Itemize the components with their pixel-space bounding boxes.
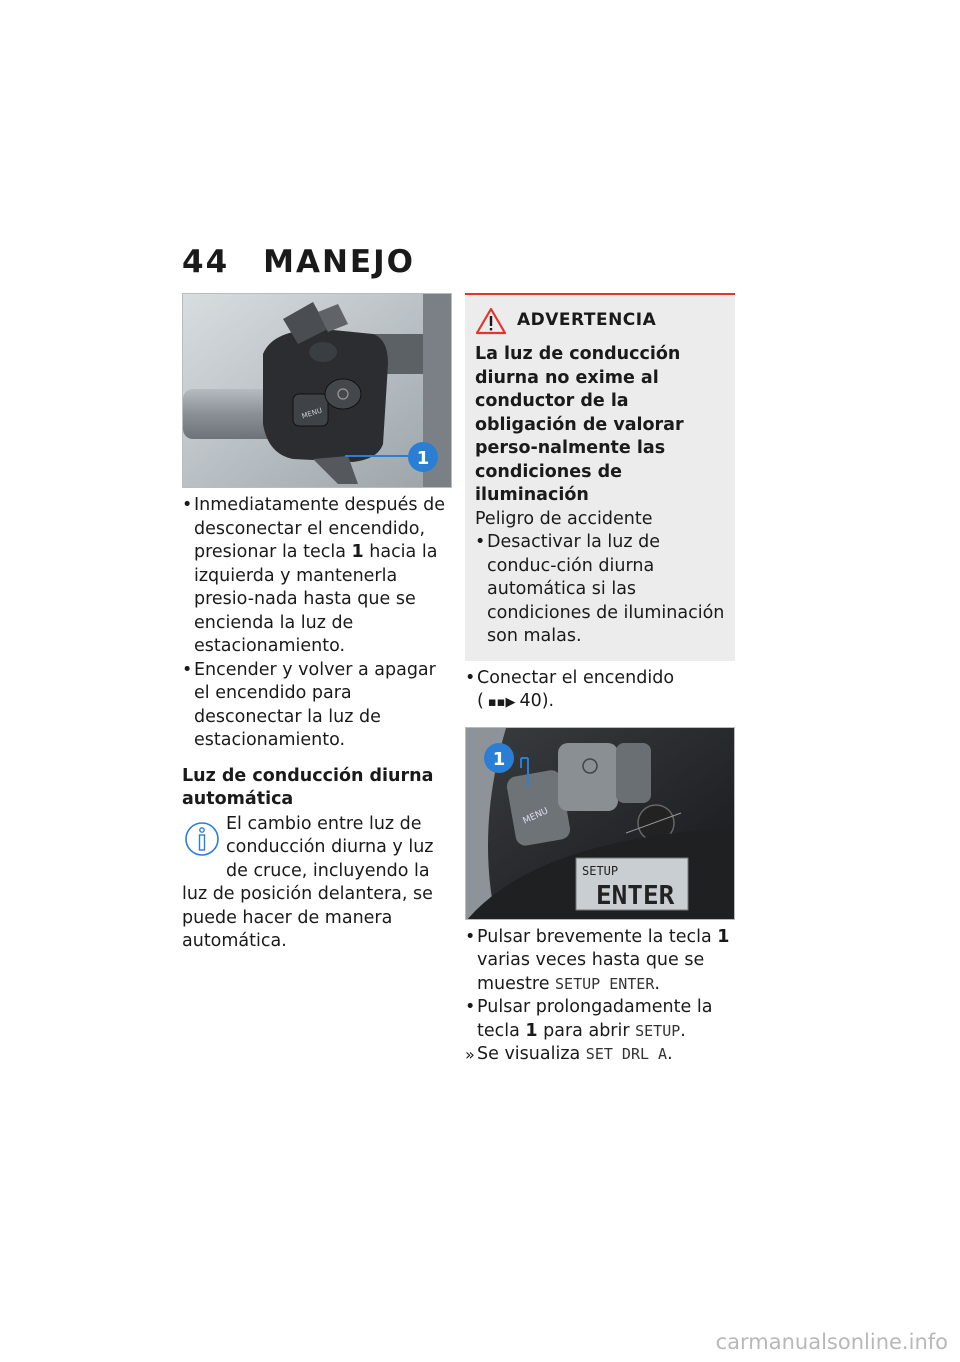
page-header [182,244,415,280]
list-item: • Desactivar la luz de conduc-ción diurna automática si las condiciones de iluminación son malas. [475,532,725,646]
page-number: 44 [182,244,230,280]
handlebar-switch-illustration [183,294,452,488]
watermark: carmanualsonline.info [715,1330,948,1354]
info-note [182,813,452,954]
page-reference-arrow-icon: ▪▪▶ [487,695,516,710]
warning-triangle-icon [475,307,507,335]
list-item: • Conectar el encendido ( ▪▪▶ 40). [465,667,735,715]
svg-text:MENU: MENU [300,406,324,421]
menu-button-figure [465,727,735,920]
display-line-2: ENTER [596,880,675,911]
display-line-1: SETUP [582,863,619,878]
warning-statement: La luz de conducción diurna no exime al conductor de la obligación de valorar perso-nalmente las condiciones de iluminación [475,344,684,505]
warning-box [465,293,735,661]
warning-danger: Peligro de accidente [475,508,653,529]
section-subheading: Luz de conducción diurna automática [182,765,434,809]
handlebar-switch-figure [182,293,452,488]
figure-callout-1: 1 [416,448,430,469]
figure-callout-1: 1 [492,748,506,770]
result-list [465,1043,735,1067]
right-column [465,293,735,1067]
left-column [182,293,452,954]
section-title: MANEJO [263,244,415,280]
procedure-list [182,494,452,753]
page-reference[interactable]: 40 [519,691,542,711]
list-item: • Pulsar prolongadamente la tecla 1 para abrir SETUP. [465,997,713,1041]
step-list-2 [465,926,735,1044]
list-item: • Pulsar brevemente la tecla 1 varias veces hasta que se muestre SETUP ENTER. [465,926,730,994]
note-text: El cambio entre luz de conducción diurna y luz de cruce, incluyendo la luz de posición delantera, se puede hacer de manera automática. [182,813,434,951]
menu-button-illustration [466,728,735,920]
warning-list [475,531,725,649]
info-icon [182,817,222,861]
menu-button-label: MENU [521,805,551,827]
step-list-1 [465,667,735,715]
list-item: • Encender y volver a apagar el encendido para desconectar la luz de estacionamiento. [182,659,436,750]
warning-title: ADVERTENCIA [475,307,725,335]
list-item: » Se visualiza SET DRL A. [465,1044,673,1064]
list-item: • Inmediatamente después de desconectar el encendido, presionar la tecla 1 hacia la izquierda y mantenerla presio-nada hasta que se encienda la luz de estacionamiento. [182,495,445,656]
